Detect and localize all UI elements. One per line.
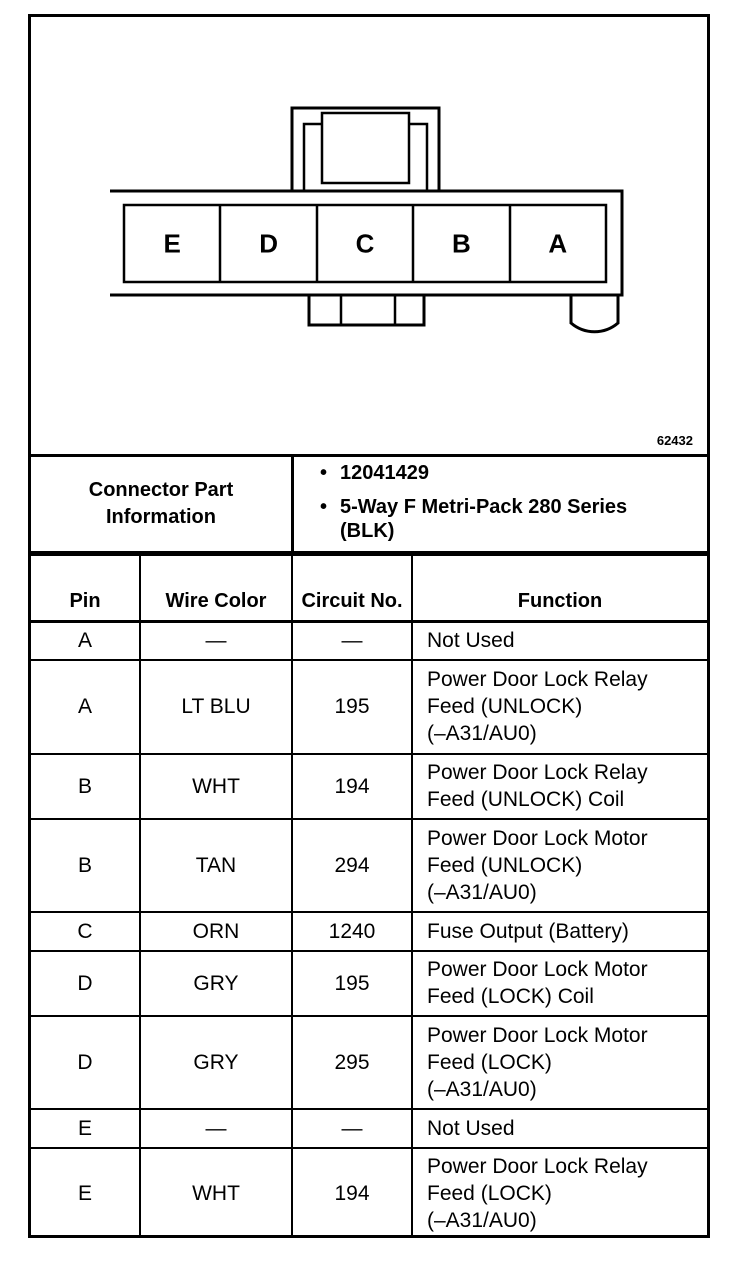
connector-diagram-panel [31,17,707,454]
cell-pin: D [31,1016,140,1109]
cell-wire-color: LT BLU [140,660,292,754]
cell-circuit: 194 [292,1148,412,1238]
connector-part-information [31,454,707,554]
pin-table [31,554,707,1238]
connector-type-item: • 5-Way F Metri-Pack 280 Series (BLK) [320,496,628,542]
cell-circuit: 295 [292,1016,412,1109]
table-row [31,622,707,660]
cell-pin: B [31,754,140,819]
cell-function: Power Door Lock Motor Feed (LOCK) Coil [412,951,707,1016]
cell-pin: D [31,951,140,1016]
cell-circuit: — [292,622,412,660]
cell-circuit: 194 [292,754,412,819]
connector-info-label-cell [31,457,294,551]
cell-pin: A [31,622,140,660]
part-number: 12041429 [340,462,429,484]
cell-function: Power Door Lock Motor Feed (LOCK) (–A31/AU0) [412,1016,707,1109]
table-row [31,951,707,1016]
figure-number: 62432 [656,433,693,448]
header-circuit: Circuit No. [292,555,412,622]
part-number-item: • 12041429 [320,462,429,484]
cell-function: Power Door Lock Relay Feed (UNLOCK) Coil [412,754,707,819]
cell-wire-color: WHT [140,754,292,819]
connector-sheet [28,14,710,1238]
pin-label-c: C [355,228,375,259]
cell-wire-color: GRY [140,951,292,1016]
table-row [31,1148,707,1238]
table-row [31,1016,707,1109]
pin-label-b: B [452,228,471,259]
cell-wire-color: TAN [140,819,292,912]
cell-wire-color: GRY [140,1016,292,1109]
cell-pin: E [31,1148,140,1238]
pin-label-e: E [163,228,181,259]
pin-table-header-row [31,555,707,622]
connector-latch [292,108,439,191]
cell-wire-color: ORN [140,912,292,951]
cell-function: Power Door Lock Relay Feed (LOCK) (–A31/AU0) [412,1148,707,1238]
pin-label-a: A [548,228,568,259]
connector-latch-tab [322,113,409,183]
connector-housing [110,191,622,332]
connector-key [309,295,424,325]
table-row [31,1109,707,1148]
connector-info-list [294,457,704,551]
cell-function: Fuse Output (Battery) [412,912,707,951]
cell-wire-color: WHT [140,1148,292,1238]
cell-function: Not Used [412,622,707,660]
cell-function: Not Used [412,1109,707,1148]
connector-type: 5-Way F Metri-Pack 280 Series (BLK) [340,496,628,542]
cell-circuit: 195 [292,660,412,754]
cell-circuit: 1240 [292,912,412,951]
cell-function: Power Door Lock Relay Feed (UNLOCK) (–A31/AU0) [412,660,707,754]
connector-face-drawing [31,17,707,454]
header-pin: Pin [31,555,140,622]
pin-label-d: D [259,228,278,259]
cell-wire-color: — [140,622,292,660]
header-wire-color: Wire Color [140,555,292,622]
connector-info-label: Connector Part Information [88,479,234,528]
cell-pin: A [31,660,140,754]
cell-pin: E [31,1109,140,1148]
table-row [31,912,707,951]
table-row [31,754,707,819]
cell-pin: B [31,819,140,912]
table-row [31,660,707,754]
header-function: Function [412,555,707,622]
cell-circuit: 195 [292,951,412,1016]
cell-function: Power Door Lock Motor Feed (UNLOCK) (–A31/AU0) [412,819,707,912]
table-row [31,819,707,912]
cell-pin: C [31,912,140,951]
cell-circuit: 294 [292,819,412,912]
cell-wire-color: — [140,1109,292,1148]
cell-circuit: — [292,1109,412,1148]
